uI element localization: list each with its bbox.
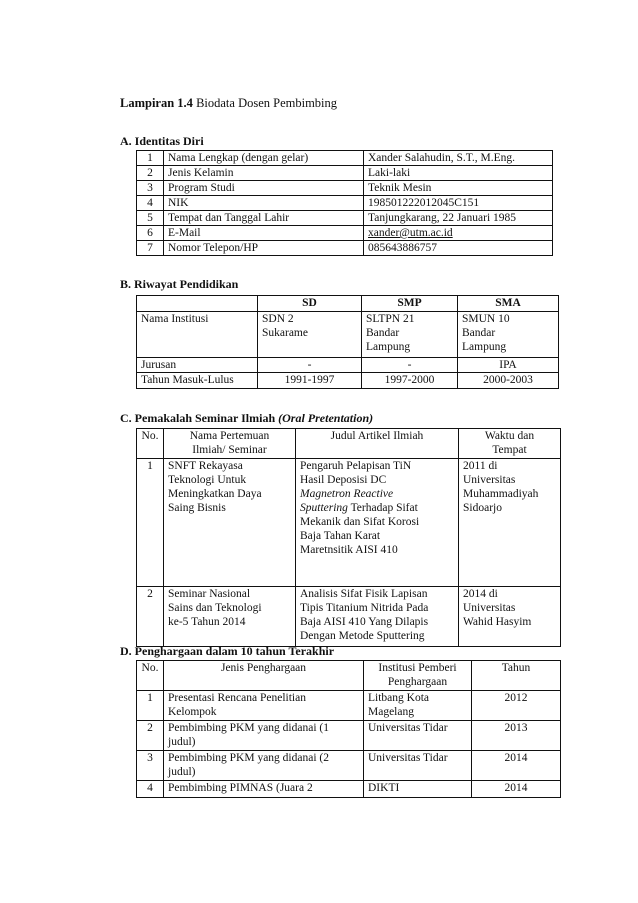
table-row [137,691,561,721]
table-row [137,181,553,196]
award-type: Presentasi Rencana Penelitian Kelompok [164,691,364,721]
title-italic-part: Magnetron Reactive Sputtering [300,488,394,514]
row-number: 2 [137,166,164,181]
seminar-event: Seminar Nasional Sains dan Teknologi ke-5 Tahun 2014 [164,587,296,647]
award-year: 2012 [472,691,561,721]
field-value: 198501222012045C151 [364,196,553,211]
field-value: Teknik Mesin [364,181,553,196]
table-row [137,151,553,166]
table-row [137,781,561,798]
row-number: 4 [137,196,164,211]
award-institution: Litbang Kota Magelang [364,691,472,721]
seminar-article-title [296,587,459,647]
section-c-heading [120,411,373,426]
seminar-time-place: 2014 di Universitas Wahid Hasyim [459,587,561,647]
edu-header-blank [137,296,258,312]
title-rest: Biodata Dosen Pembimbing [192,96,338,110]
row-number: 3 [137,181,164,196]
award-institution: DIKTI [364,781,472,798]
row-number: 2 [137,587,164,647]
row-number: 5 [137,211,164,226]
field-value: Laki-laki [364,166,553,181]
edu-row-label: Tahun Masuk-Lulus [137,373,258,389]
seminar-article-title [296,459,459,587]
table-row [137,312,559,358]
field-value: Tanjungkarang, 22 Januari 1985 [364,211,553,226]
edu-sma-value: IPA [458,358,559,373]
award-institution: Universitas Tidar [364,751,472,781]
field-label: Program Studi [164,181,364,196]
field-label: Nomor Telepon/HP [164,241,364,256]
table-row [137,226,553,241]
award-year: 2013 [472,721,561,751]
title-bold: Lampiran 1.4 [120,96,193,110]
edu-sma-value: SMUN 10 Bandar Lampung [458,312,559,358]
section-c-heading-italic: (Oral Pretentation) [278,411,374,425]
edu-header-sma: SMA [458,296,559,312]
table-row [137,241,553,256]
table-row [137,166,553,181]
table-row [137,211,553,226]
award-header-inst: Institusi Pemberi Penghargaan [364,661,472,691]
row-number: 1 [137,691,164,721]
edu-sd-value: 1991-1997 [258,373,362,389]
award-year: 2014 [472,751,561,781]
title-part: Terhadap Sifat Mekanik dan Sifat Korosi Baja Tahan Karat Maretnsitik AISI 410 [300,502,420,556]
field-value: Xander Salahudin, S.T., M.Eng. [364,151,553,166]
field-value[interactable]: xander@utm.ac.id [364,226,553,241]
edu-smp-value: 1997-2000 [362,373,458,389]
row-number: 3 [137,751,164,781]
edu-header-sd: SD [258,296,362,312]
table-row [137,587,561,647]
award-year: 2014 [472,781,561,798]
edu-sd-value: SDN 2 Sukarame [258,312,362,358]
edu-smp-value: - [362,358,458,373]
table-row [137,751,561,781]
seminar-header-event: Nama Pertemuan Ilmiah/ Seminar [164,429,296,459]
seminar-time-place: 2011 di Universitas Muhammadiyah Sidoarjo [459,459,561,587]
edu-row-label: Jurusan [137,358,258,373]
award-type: Pembimbing PKM yang didanai (1 judul) [164,721,364,751]
edu-row-label: Nama Institusi [137,312,258,358]
section-b-heading: B. Riwayat Pendidikan [120,277,239,291]
section-a-heading: A. Identitas Diri [120,134,204,148]
edu-smp-value: SLTPN 21 Bandar Lampung [362,312,458,358]
field-value: 085643886757 [364,241,553,256]
award-header-no: No. [137,661,164,691]
award-institution: Universitas Tidar [364,721,472,751]
row-number: 1 [137,151,164,166]
row-number: 4 [137,781,164,798]
row-number: 6 [137,226,164,241]
table-row [137,358,559,373]
field-label: Nama Lengkap (dengan gelar) [164,151,364,166]
table-row [137,196,553,211]
row-number: 1 [137,459,164,587]
field-label: Jenis Kelamin [164,166,364,181]
page-title [120,96,337,111]
field-label: NIK [164,196,364,211]
identity-table [136,150,553,256]
table-row [137,373,559,389]
title-part: Pengaruh Pelapisan TiN Hasil Deposisi DC [300,460,412,486]
field-label: E-Mail [164,226,364,241]
edu-sd-value: - [258,358,362,373]
education-table [136,295,559,389]
seminar-table [136,428,561,647]
row-number: 7 [137,241,164,256]
seminar-header-title: Judul Artikel Ilmiah [296,429,459,459]
section-d-heading: D. Penghargaan dalam 10 tahun Terakhir [120,644,335,658]
table-row [137,721,561,751]
edu-sma-value: 2000-2003 [458,373,559,389]
award-table [136,660,561,798]
table-row [137,459,561,587]
edu-header-smp: SMP [362,296,458,312]
seminar-header-no: No. [137,429,164,459]
award-type: Pembimbing PKM yang didanai (2 judul) [164,751,364,781]
award-header-year: Tahun [472,661,561,691]
seminar-event: SNFT Rekayasa Teknologi Untuk Meningkatkan Daya Saing Bisnis [164,459,296,587]
section-c-heading-text: C. Pemakalah Seminar Ilmiah [120,411,279,425]
award-type: Pembimbing PIMNAS (Juara 2 [164,781,364,798]
seminar-header-time: Waktu dan Tempat [459,429,561,459]
title-part: Analisis Sifat Fisik Lapisan Tipis Titanium Nitrida Pada Baja AISI 410 Yang Dilapis Dengan Metode Sputtering [300,588,429,642]
field-label: Tempat dan Tanggal Lahir [164,211,364,226]
award-header-type: Jenis Penghargaan [164,661,364,691]
row-number: 2 [137,721,164,751]
